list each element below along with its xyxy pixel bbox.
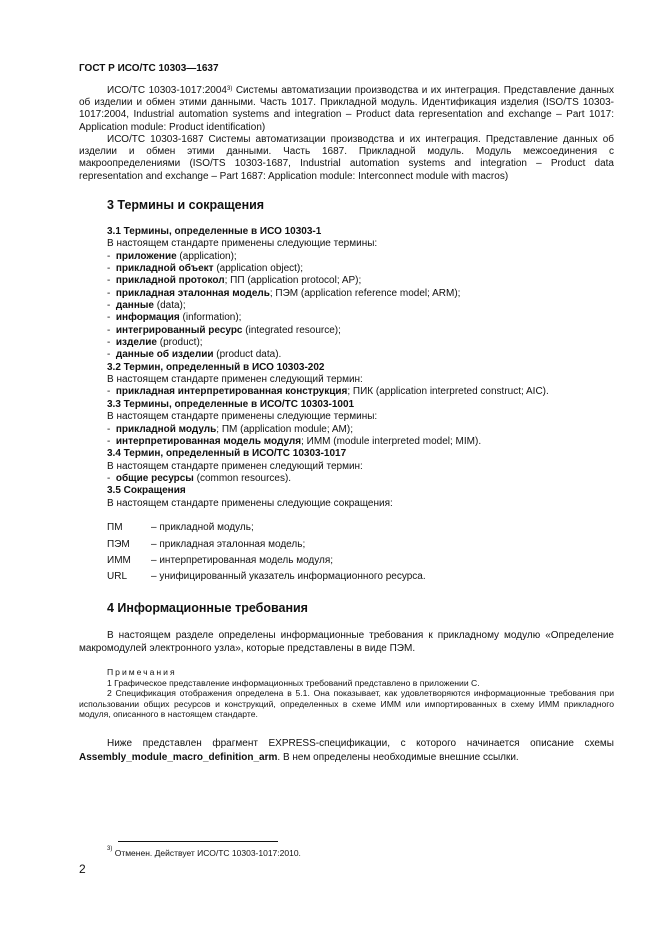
reference-1017-code: ИСО/ТС 10303-1017:2004: [107, 85, 227, 96]
abbreviation-row: [107, 522, 254, 533]
express-intro-tail: . В нем определены необходимые внешние ссылки.: [277, 751, 519, 763]
term-item: - данные (data);: [107, 300, 186, 312]
document-header: ГОСТ Р ИСО/ТС 10303—1637: [79, 63, 219, 74]
footnote-divider: [118, 841, 278, 842]
term-rest: ; ПЭМ (application reference model; ARM);: [269, 287, 461, 299]
page-number: 2: [79, 862, 86, 876]
term-item: - общие ресурсы (common resources).: [107, 472, 292, 484]
abbreviation-row: [107, 555, 333, 566]
abbreviation-description: – интерпретированная модель модуля;: [151, 555, 334, 566]
reference-1017: [79, 85, 614, 134]
term-rest: ; ПП (application protocol; AP);: [224, 275, 362, 287]
notes-title: Примечания: [107, 667, 177, 677]
term: общие ресурсы: [115, 472, 194, 484]
term-item: - интерпретированная модель модуля; ИММ (module interpreted model; MIM).: [107, 435, 482, 447]
term: прикладной объект: [115, 263, 214, 275]
term-item: - информация (information);: [107, 312, 242, 324]
term-item: - данные об изделии (product data).: [107, 349, 282, 361]
term: прикладная эталонная модель: [115, 287, 270, 299]
schema-name: Assembly_module_macro_definition_arm: [79, 751, 278, 763]
term-item: - интегрированный ресурс (integrated resource);: [107, 324, 341, 336]
subsection-3-4-title: 3.4 Термин, определенный в ИСО/ТС 10303-1017: [107, 448, 347, 460]
express-intro-text: Ниже представлен фрагмент EXPRESS-спецификации, с которого начинается описание схемы: [107, 738, 614, 749]
abbreviation-description: – прикладная эталонная модель;: [151, 539, 306, 550]
subsection-3-2-title: 3.2 Термин, определенный в ИСО 10303-202: [107, 361, 325, 373]
term-item: - прикладной объект (application object);: [107, 263, 304, 275]
section-3-body: [107, 226, 617, 510]
term-rest: ; ПИК (application interpreted construct; AIC).: [347, 386, 549, 398]
subsection-3-3-intro: В настоящем стандарте применены следующие термины:: [107, 411, 378, 423]
abbreviation-description: – унифицированный указатель информационного ресурса.: [151, 571, 426, 582]
term-rest: (common resources).: [193, 472, 292, 484]
term: интерпретированная модель модуля: [115, 435, 302, 447]
term: прикладная интерпретированная конструкция: [115, 386, 348, 398]
term-rest: (application);: [176, 250, 237, 262]
subsection-3-1-intro: В настоящем стандарте применены следующие термины:: [107, 238, 378, 250]
term: интегрированный ресурс: [115, 324, 243, 336]
notes-block: [79, 667, 614, 720]
term-item: - прикладной протокол; ПП (application protocol; AP);: [107, 275, 362, 287]
footnote-mark: 3): [107, 846, 113, 852]
express-intro: [79, 737, 614, 764]
abbreviation: URL: [107, 571, 128, 582]
reference-1687: ИСО/ТС 10303-1687 Системы автоматизации производства и их интеграция. Представление данных об изделии и обмен этими данными. Часть 1687. Прикладной модуль. Модуль межсоединения с макроопределениями (ISO/TS 10303-1687, Industrial automation systems and integration – Product data representation and exchange – Part 1687: Application module: Interconnect module with macros): [79, 134, 614, 182]
subsection-3-5-intro: В настоящем стандарте применены следующие сокращения:: [107, 497, 393, 509]
term-item: - прикладная интерпретированная конструкция; ПИК (application interpreted construct; AIC).: [107, 386, 549, 398]
footnote-mark: 3): [226, 86, 233, 92]
term: приложение: [115, 250, 177, 262]
subsection-3-2-intro: В настоящем стандарте применен следующий термин:: [107, 374, 363, 386]
term: информация: [115, 312, 180, 324]
term: изделие: [115, 337, 157, 349]
abbreviation: ПЭМ: [107, 539, 130, 550]
term-rest: (information);: [179, 312, 242, 324]
term-rest: (product data).: [213, 349, 282, 361]
term-rest: ; ПМ (application module; AM);: [216, 423, 353, 435]
term-rest: ; ИММ (module interpreted model; MIM).: [301, 435, 482, 447]
subsection-3-3-title: 3.3 Термины, определенные в ИСО/ТС 10303-1001: [107, 398, 355, 410]
note-1: 1 Графическое представление информационных требований представлено в приложении С.: [107, 677, 480, 688]
footnote-text: Отменен. Действует ИСО/ТС 10303-1017:2010.: [112, 848, 301, 858]
abbreviation-row: [107, 539, 305, 550]
term-item: - изделие (product);: [107, 337, 203, 349]
reference-1017-text: Системы автоматизации производства и их интеграция. Представление данных об изделии и обмен этими данными. Часть 1017. Прикладной модуль. Идентификация изделия (ISO/TS 10303-1017:2004, Industrial automation systems and integration – Product data representation and exchange – Part 1017: Application module: Product identification): [79, 85, 614, 133]
term-rest: (integrated resource);: [242, 324, 341, 336]
subsection-3-4-intro: В настоящем стандарте применен следующий термин:: [107, 460, 363, 472]
term-rest: (product);: [156, 337, 203, 349]
term: прикладной протокол: [115, 275, 225, 287]
term-item: - прикладная эталонная модель; ПЭМ (application reference model; ARM);: [107, 287, 461, 299]
subsection-3-1-title: 3.1 Термины, определенные в ИСО 10303-1: [107, 226, 322, 237]
term-rest: (data);: [153, 300, 186, 312]
note-2: 2 Спецификация отображения определена в 5.1. Она показывает, как удовлетворяются информационные требования при использовании общих ресурсов и конструкций, определенных в схеме ИММ или импортированных в схему ИММ прикладного модуля, описанного в настоящем стандарте.: [79, 688, 614, 720]
term: данные об изделии: [115, 349, 214, 361]
section-3-title: 3 Термины и сокращения: [107, 198, 265, 212]
term-item: - приложение (application);: [107, 250, 237, 262]
term-rest: (application object);: [213, 263, 304, 275]
abbreviation-description: – прикладной модуль;: [151, 522, 254, 533]
abbreviation: ПМ: [107, 522, 123, 533]
subsection-3-5-title: 3.5 Сокращения: [107, 485, 186, 497]
section-4-paragraph: В настоящем разделе определены информационные требования к прикладному модулю «Определение макромодулей электронного узла», которые представлены в виде ПЭМ.: [79, 630, 614, 654]
term: данные: [115, 300, 154, 312]
term: прикладной модуль: [115, 423, 217, 435]
term-item: - прикладной модуль; ПМ (application module; AM);: [107, 423, 353, 435]
section-4-title: 4 Информационные требования: [107, 601, 308, 615]
abbreviation: ИММ: [107, 555, 131, 566]
footnote: [107, 848, 301, 858]
abbreviation-row: [107, 571, 426, 582]
